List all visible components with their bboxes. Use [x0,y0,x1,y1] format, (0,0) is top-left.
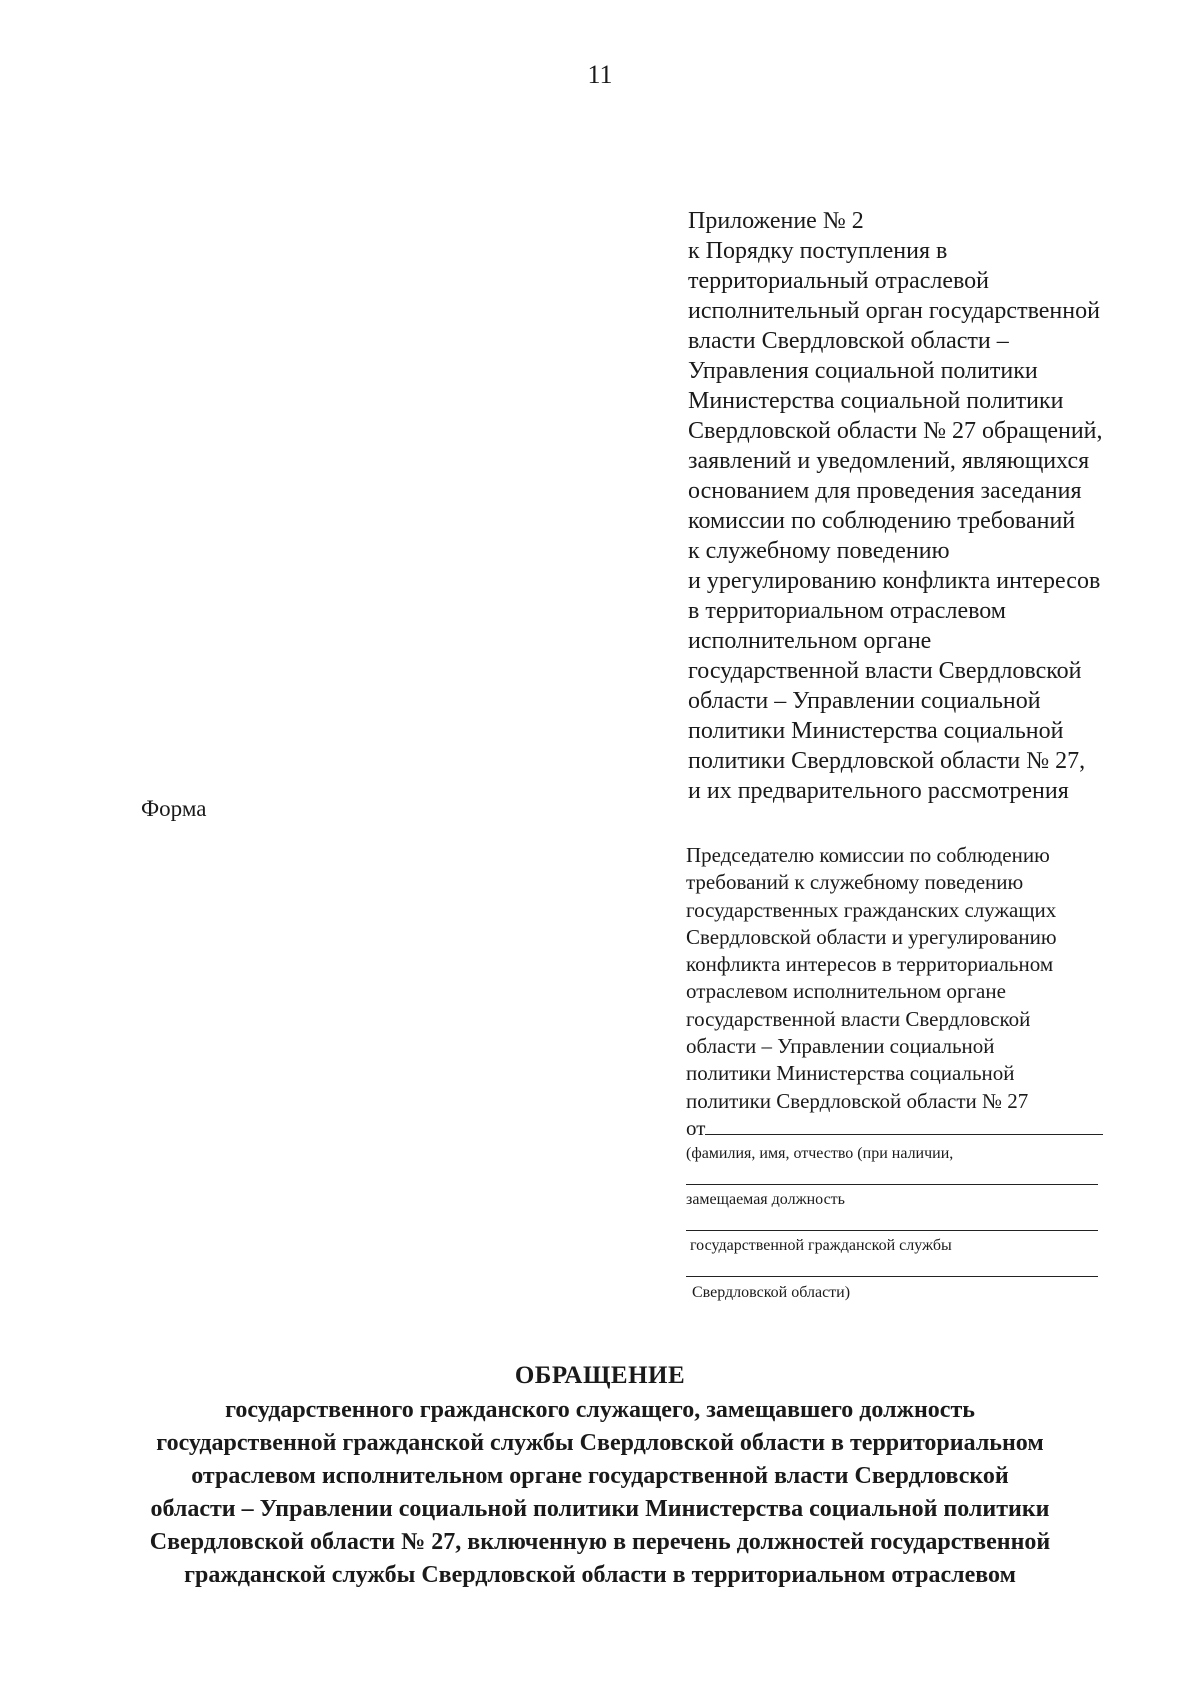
appendix-line: в территориальном отраслевом [688,598,1006,624]
appendix-line: основанием для проведения заседания [688,478,1082,504]
subtitle-line: области – Управлении социальной политики Министерства социальной политики [150,1496,1050,1522]
from-name-blank[interactable] [705,1116,1103,1135]
subtitle-line: Свердловской области № 27, включенную в перечень должностей государственной [149,1529,1051,1555]
appendix-line: государственной власти Свердловской [688,658,1082,684]
appendix-line: территориальный отраслевой [688,268,990,294]
addressee-line: требований к служебному поведению [686,870,1024,895]
applicant-details-block [686,1140,1098,1340]
hint-region: Свердловской области) [692,1284,851,1301]
appendix-line: власти Свердловской области – [688,328,1009,354]
appendix-line: Министерства социальной политики [688,388,1064,414]
addressee-line: конфликта интересов в территориальном [686,952,1054,977]
addressee-line: Председателю комиссии по соблюдению [686,843,1050,867]
appendix-line: заявлений и уведомлений, являющихся [688,448,1090,474]
appendix-line: к Порядку поступления в [688,238,948,264]
hint-civil-service: государственной гражданской службы [690,1237,952,1254]
appendix-line: и урегулированию конфликта интересов [688,568,1101,594]
appendix-line: Свердловской области № 27 обращений, [688,418,1103,444]
addressee-line: государственной власти Свердловской [686,1006,1031,1031]
hint-full-name: (фамилия, имя, отчество (при наличии, [686,1145,954,1162]
appendix-line: области – Управлении социальной [688,688,1041,714]
appendix-line: Управления социальной политики [688,358,1038,384]
addressee-line: государственных гражданских служащих [686,897,1057,922]
subtitle-line: гражданской службы Свердловской области в территориальном отраслевом [184,1562,1016,1588]
appendix-reference [688,206,1158,806]
region-blank-line[interactable] [686,1276,1098,1277]
addressee-block [686,842,1116,1115]
document-heading [0,1360,1200,1592]
appendix-line: политики Министерства социальной [688,718,1064,744]
position-blank-line[interactable] [686,1184,1098,1185]
page-number: 11 [587,60,613,89]
addressee-line: политики Министерства социальной [686,1061,1015,1086]
subtitle-line: отраслевом исполнительном органе государственной власти Свердловской [191,1463,1009,1489]
appendix-line: Приложение № 2 [688,208,864,234]
appendix-line: политики Свердловской области № 27, [688,748,1086,774]
hint-position: замещаемая должность [686,1191,845,1208]
document-title: ОБРАЩЕНИЕ [514,1362,686,1389]
appendix-line: исполнительном органе [688,628,932,654]
appendix-line: и их предварительного рассмотрения [688,778,1069,804]
addressee-line: политики Свердловской области № 27 [686,1088,1029,1113]
appendix-line: к служебному поведению [688,538,950,564]
service-blank-line[interactable] [686,1230,1098,1231]
from-label: от [686,1116,706,1140]
subtitle-line: государственной гражданской службы Свердловской области в территориальном [156,1430,1044,1456]
document-subtitle [0,1394,1200,1592]
addressee-line: области – Управлении социальной [686,1034,995,1059]
addressee-line: отраслевом исполнительном органе [686,979,1006,1004]
addressee-line: Свердловской области и урегулированию [686,924,1057,949]
form-label: Форма [141,796,207,821]
appendix-line: комиссии по соблюдению требований [688,508,1076,534]
subtitle-line: государственного гражданского служащего, замещавшего должность [225,1397,975,1423]
from-field-row [686,1115,1103,1141]
appendix-line: исполнительный орган государственной [688,298,1100,324]
